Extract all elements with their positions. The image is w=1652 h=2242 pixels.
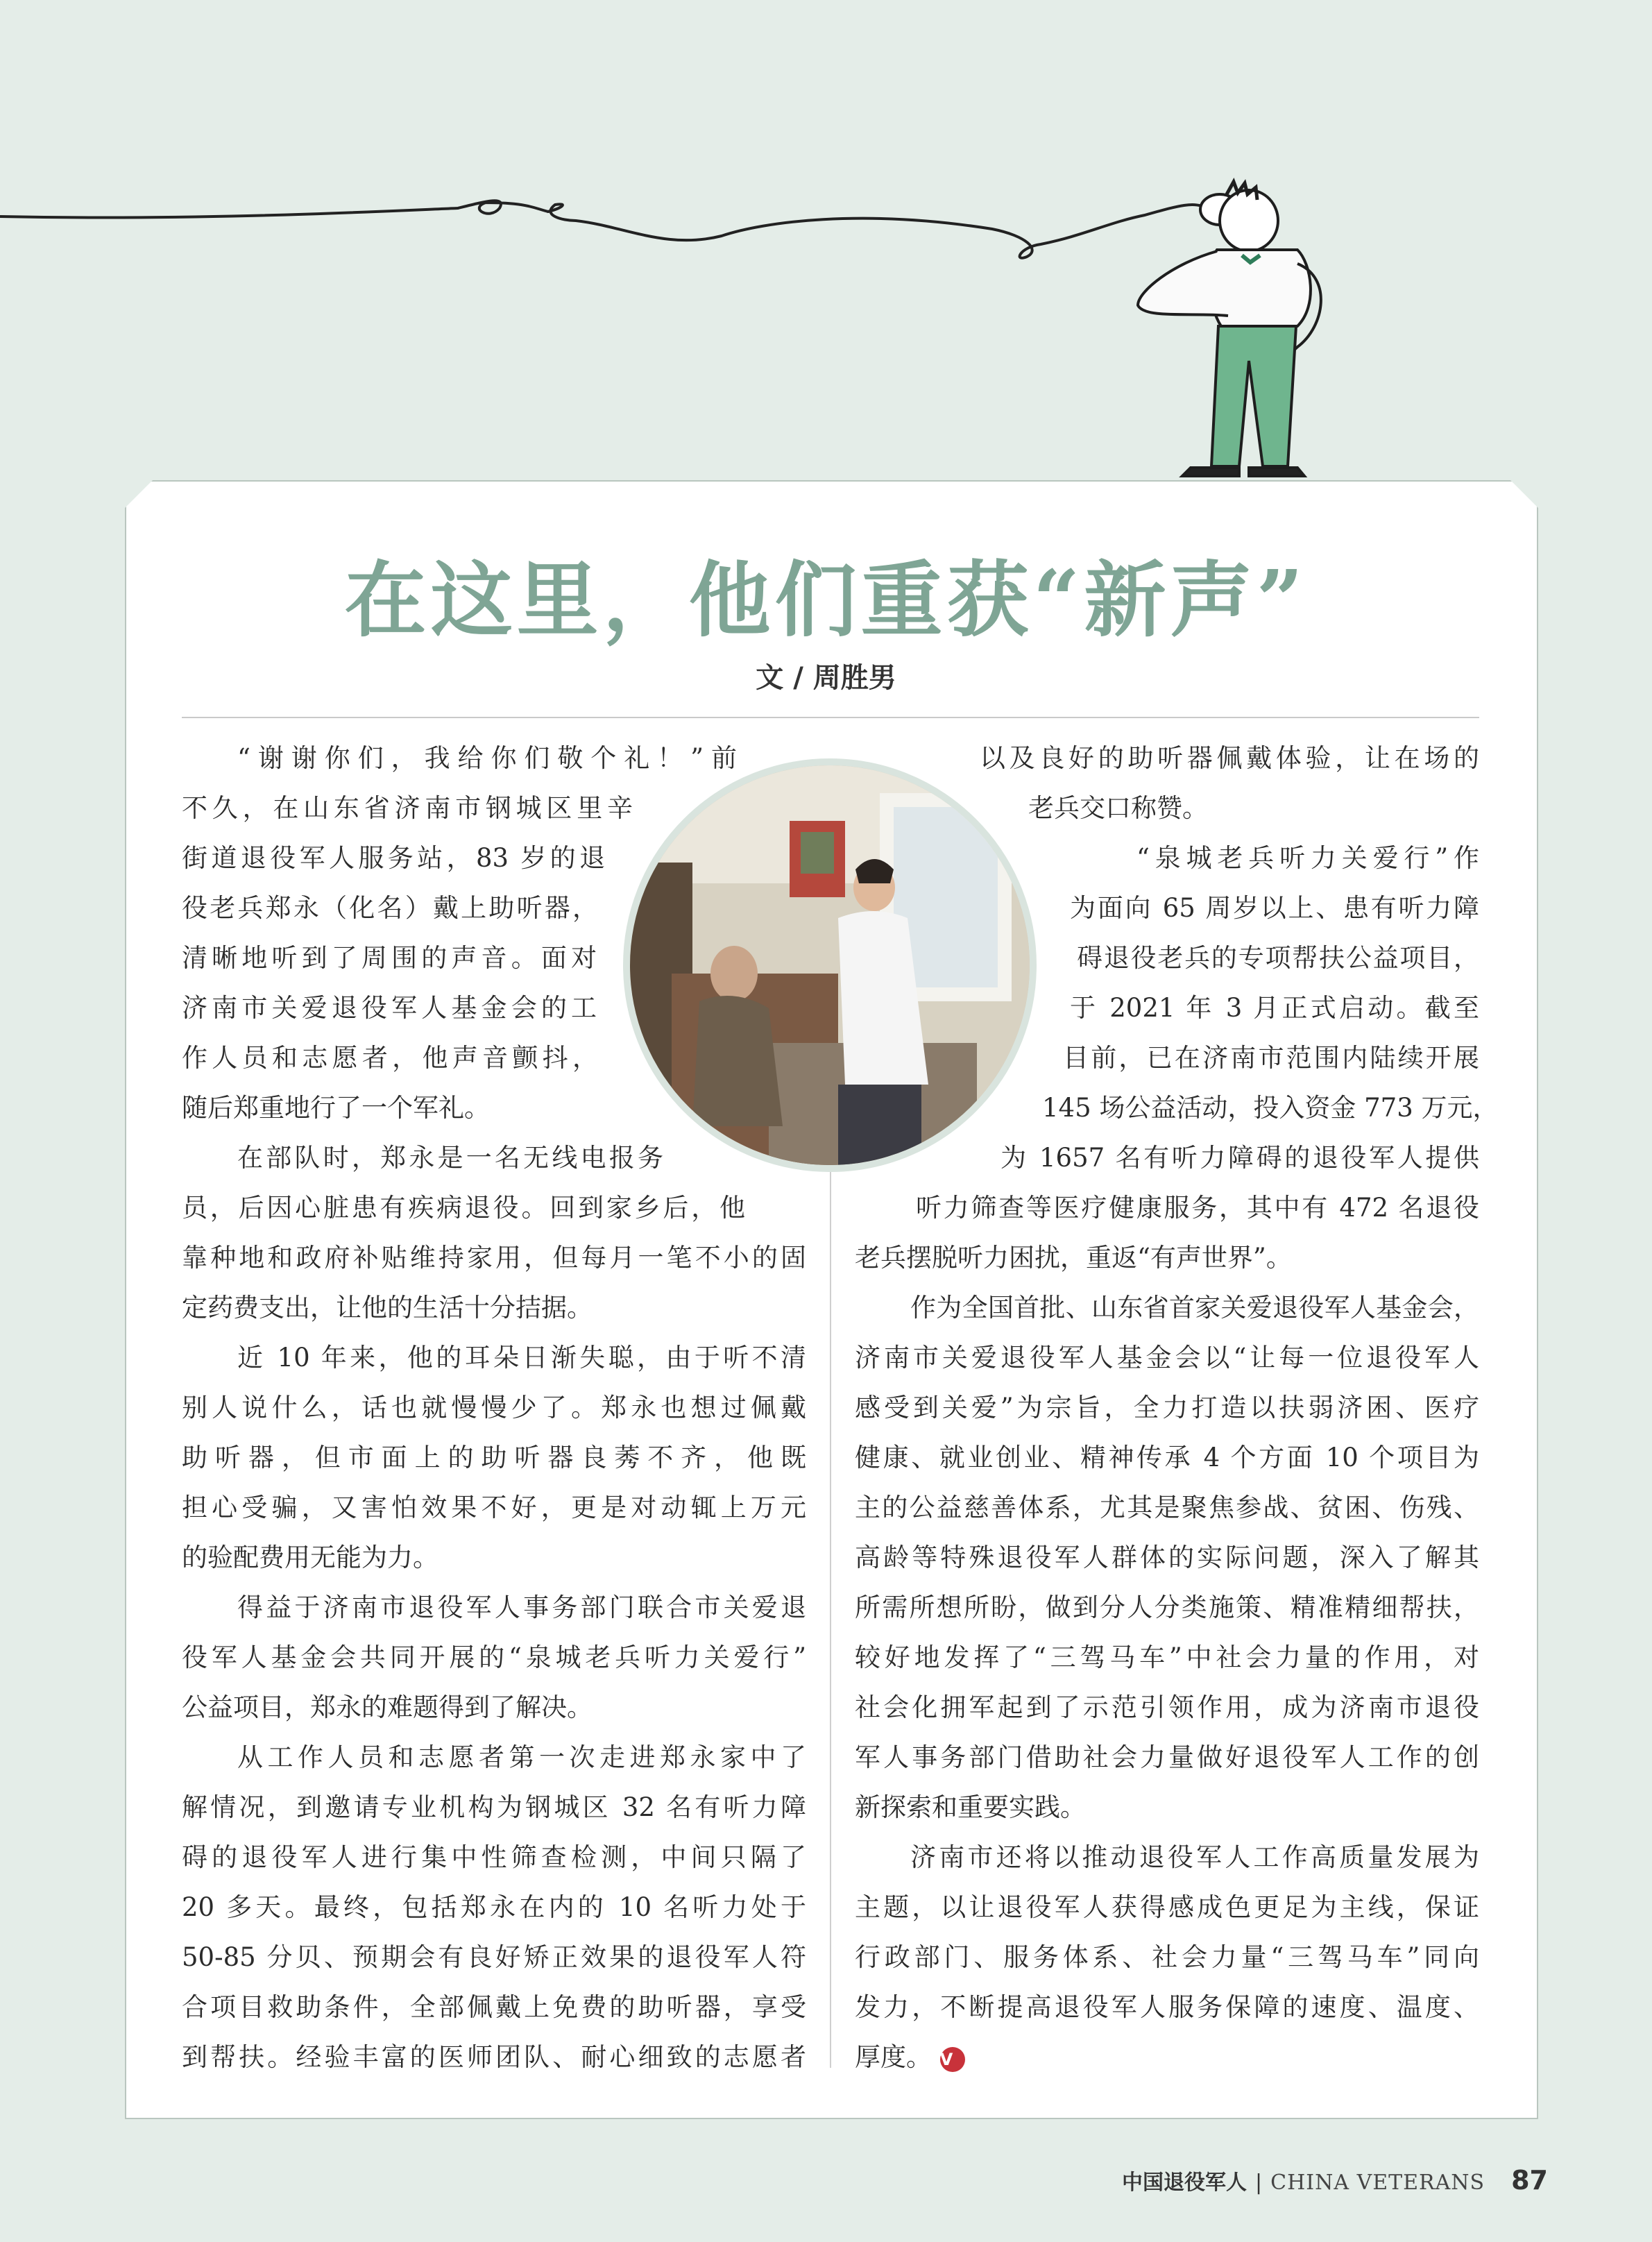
text-line: 员，后因心脏患有疾病退役。回到家乡后，他 bbox=[182, 1193, 745, 1223]
last-line-text: 厚度。 bbox=[855, 2042, 932, 2072]
text-line: “泉城老兵听力关爱行”作 bbox=[1136, 843, 1479, 873]
text-line: 军人事务部门借助社会力量做好退役军人工作的创 bbox=[855, 1742, 1479, 1772]
left-paragraph-5 bbox=[182, 1733, 806, 2082]
text-line: 于 2021 年 3 月正式启动。截至 bbox=[1070, 993, 1479, 1023]
right-paragraph-4 bbox=[855, 1833, 1479, 2082]
text-line: 的验配费用无能为力。 bbox=[182, 1543, 438, 1572]
text-line: 在部队时，郑永是一名无线电报务 bbox=[237, 1143, 663, 1173]
text-line: 助听器，但市面上的助听器良莠不齐，他既 bbox=[182, 1443, 806, 1472]
text-line: 作为全国首批、山东省首家关爱退役军人基金会， bbox=[910, 1293, 1479, 1323]
header-illustration bbox=[0, 0, 1652, 500]
text-line bbox=[855, 2032, 1479, 2082]
text-line: 得益于济南市退役军人事务部门联合市关爱退 bbox=[237, 1593, 806, 1622]
text-line: 145 场公益活动，投入资金 773 万元， bbox=[1042, 1093, 1499, 1123]
text-line: 碍退役老兵的专项帮扶公益项目， bbox=[1077, 943, 1479, 973]
end-mark-icon: V bbox=[940, 2047, 965, 2072]
text-line: 济南市还将以推动退役军人工作高质量发展为 bbox=[910, 1842, 1479, 1872]
text-line: 为面向 65 周岁以上、患有听力障 bbox=[1070, 893, 1479, 923]
text-line: 到帮扶。经验丰富的医师团队、耐心细致的志愿者 bbox=[182, 2042, 806, 2072]
article-title: 在这里，他们重获“新声” bbox=[344, 552, 1308, 648]
text-line: 主题，以让退役军人获得感成色更足为主线，保证 bbox=[855, 1892, 1479, 1922]
right-paragraph-3 bbox=[855, 1283, 1479, 1833]
text-line: 老兵交口称赞。 bbox=[1028, 793, 1208, 823]
text-line: 较好地发挥了“三驾马车”中社会力量的作用，对 bbox=[855, 1642, 1479, 1672]
text-line: 老兵摆脱听力困扰，重返“有声世界”。 bbox=[855, 1243, 1292, 1273]
text-line: 公益项目，郑永的难题得到了解决。 bbox=[182, 1692, 593, 1722]
text-line: “谢谢你们，我给你们敬个礼！”前 bbox=[237, 743, 737, 773]
text-line: 20 多天。最终，包括郑永在内的 10 名听力处于 bbox=[182, 1892, 806, 1922]
byline: 文 / 周胜男 bbox=[756, 662, 896, 694]
text-line: 为 1657 名有听力障碍的退役军人提供 bbox=[1000, 1143, 1479, 1173]
text-line: 新探索和重要实践。 bbox=[855, 1792, 1086, 1822]
text-line: 听力筛查等医疗健康服务，其中有 472 名退役 bbox=[916, 1193, 1479, 1223]
left-paragraph-3 bbox=[182, 1333, 806, 1583]
text-line: 近 10 年来，他的耳朵日渐失聪，由于听不清 bbox=[237, 1343, 806, 1373]
text-line: 济南市关爱退役军人基金会的工 bbox=[182, 993, 597, 1023]
text-line: 主的公益慈善体系，尤其是聚焦参战、贫困、伤残、 bbox=[855, 1493, 1479, 1522]
text-line: 发力，不断提高退役军人服务保障的速度、温度、 bbox=[855, 1992, 1479, 2022]
right-column bbox=[855, 733, 1499, 2082]
right-paragraph-1 bbox=[855, 733, 1479, 833]
left-paragraph-4 bbox=[182, 1583, 806, 1733]
text-line: 从工作人员和志愿者第一次走进郑永家中了 bbox=[237, 1742, 806, 1772]
text-line: 担心受骗，又害怕效果不好，更是对动辄上万元 bbox=[182, 1493, 806, 1522]
text-line: 社会化拥军起到了示范引领作用，成为济南市退役 bbox=[855, 1692, 1479, 1722]
left-column bbox=[182, 733, 806, 2082]
left-paragraph-1 bbox=[182, 733, 806, 1133]
text-line: 目前，已在济南市范围内陆续开展 bbox=[1063, 1043, 1479, 1073]
text-line: 碍的退役军人进行集中性筛查检测，中间只隔了 bbox=[182, 1842, 806, 1872]
man-with-can-phone-icon bbox=[1138, 182, 1321, 476]
text-line: 行政部门、服务体系、社会力量“三驾马车”同向 bbox=[855, 1942, 1479, 1972]
text-line: 感受到关爱”为宗旨，全力打造以扶弱济困、医疗 bbox=[855, 1393, 1479, 1423]
text-line: 合项目救助条件，全部佩戴上免费的助听器，享受 bbox=[182, 1992, 806, 2022]
text-line: 清晰地听到了周围的声音。面对 bbox=[182, 943, 597, 973]
text-line: 街道退役军人服务站，83 岁的退 bbox=[182, 843, 605, 873]
text-line: 解情况，到邀请专业机构为钢城区 32 名有听力障 bbox=[182, 1792, 806, 1822]
column-divider bbox=[830, 1152, 831, 2068]
text-line: 随后郑重地行了一个军礼。 bbox=[182, 1093, 490, 1123]
text-line: 不久，在山东省济南市钢城区里辛 bbox=[182, 793, 633, 823]
text-line: 高龄等特殊退役军人群体的实际问题，深入了解其 bbox=[855, 1543, 1479, 1572]
text-line: 别人说什么，话也就慢慢少了。郑永也想过佩戴 bbox=[182, 1393, 806, 1423]
title-divider bbox=[182, 717, 1479, 718]
footer-separator: | bbox=[1255, 2171, 1263, 2195]
text-line: 作人员和志愿者，他声音颤抖， bbox=[182, 1043, 598, 1073]
magazine-english-name: CHINA VETERANS bbox=[1270, 2171, 1485, 2195]
text-line: 定药费支出，让他的生活十分拮据。 bbox=[182, 1293, 593, 1323]
text-line: 所需所想所盼，做到分人分类施策、精准精细帮扶， bbox=[855, 1593, 1479, 1622]
text-line: 役老兵郑永（化名）戴上助听器， bbox=[182, 893, 598, 923]
left-paragraph-2 bbox=[182, 1133, 806, 1333]
text-line: 健康、就业创业、精神传承 4 个方面 10 个项目为 bbox=[855, 1443, 1479, 1472]
text-line: 50-85 分贝、预期会有良好矫正效果的退役军人符 bbox=[182, 1942, 806, 1972]
right-paragraph-2 bbox=[855, 833, 1499, 1283]
page-number: 87 bbox=[1511, 2165, 1548, 2196]
magazine-name: 中国退役军人 bbox=[1122, 2171, 1247, 2195]
text-line: 役军人基金会共同开展的“泉城老兵听力关爱行” bbox=[182, 1642, 806, 1672]
page-footer bbox=[1122, 2165, 1548, 2196]
text-line: 靠种地和政府补贴维持家用，但每月一笔不小的固 bbox=[182, 1243, 806, 1273]
text-line: 以及良好的助听器佩戴体验，让在场的 bbox=[980, 743, 1479, 773]
telephone-string-line bbox=[0, 201, 1207, 257]
text-line: 济南市关爱退役军人基金会以“让每一位退役军人 bbox=[855, 1343, 1479, 1373]
